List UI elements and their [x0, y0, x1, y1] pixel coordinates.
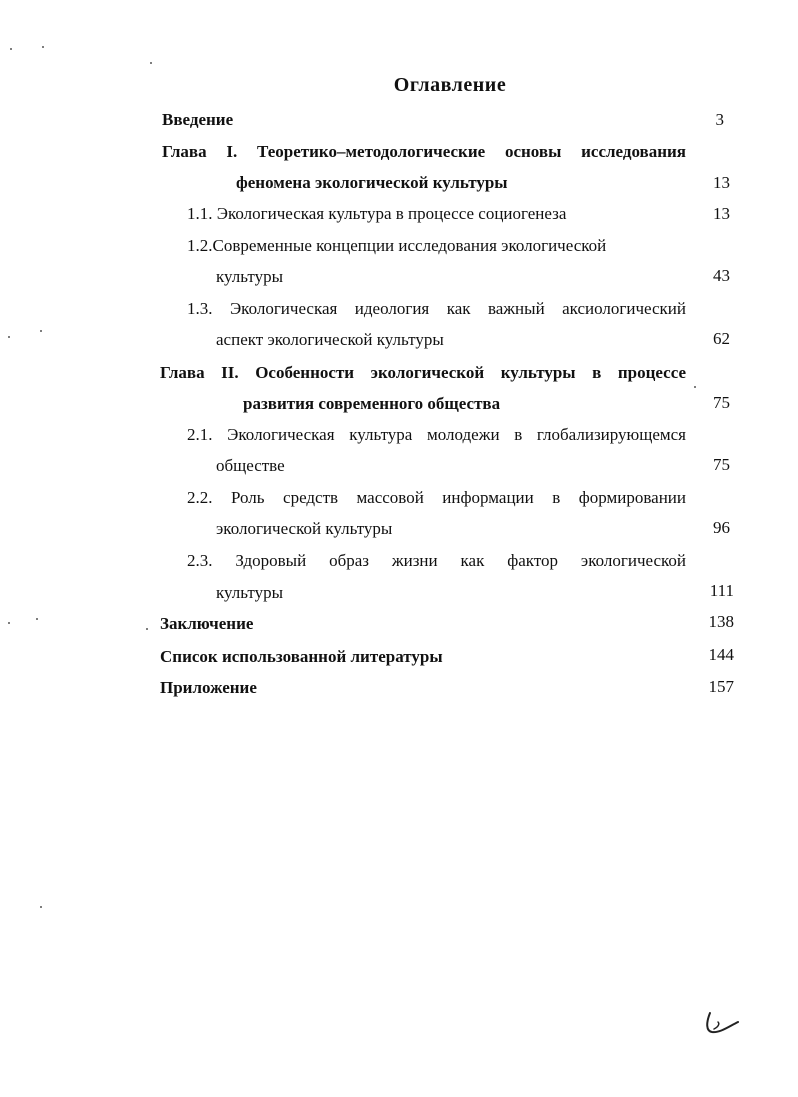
- toc-entry-2-3-line2: культуры: [216, 583, 283, 602]
- toc-page-1-2: 43: [713, 266, 730, 285]
- toc-entry-1-2-line2: культуры: [216, 267, 283, 286]
- toc-entry-1-2-line1: 1.2.Современные концепции исследования экологической: [187, 236, 607, 255]
- toc-page-bibliography: 144: [708, 645, 734, 664]
- toc-entry-2-1-line2: обществе: [216, 456, 285, 475]
- toc-page-chapter-2: 75: [713, 393, 730, 412]
- scan-speck: [150, 62, 152, 64]
- toc-title: Оглавление: [393, 74, 507, 96]
- toc-entry-2-1-line1: 2.1. Экологическая культура молодежи в глобализирующемся: [187, 425, 686, 444]
- toc-page-intro: 3: [715, 110, 724, 129]
- toc-page-2-3: 111: [709, 581, 734, 600]
- toc-entry-intro: Введение: [162, 110, 234, 129]
- toc-page-appendix: 157: [708, 677, 734, 696]
- toc-page-1-3: 62: [713, 329, 730, 348]
- toc-entry-2-3-line1: 2.3. Здоровый образ жизни как фактор экологической: [187, 551, 686, 570]
- toc-entry-1-3-line2: аспект экологической культуры: [216, 330, 444, 349]
- toc-entry-1-1: 1.1. Экологическая культура в процессе социогенеза: [187, 204, 567, 223]
- toc-entry-appendix: Приложение: [160, 678, 257, 697]
- toc-entry-2-2-line2: экологической культуры: [216, 519, 393, 538]
- scan-speck: [42, 46, 44, 48]
- toc-entry-bibliography: Список использованной литературы: [160, 647, 443, 666]
- toc-entry-2-2-line1: 2.2. Роль средств массовой информации в формировании: [187, 488, 686, 507]
- toc-page-conclusion: 138: [708, 612, 734, 631]
- toc-page-2-2: 96: [713, 518, 730, 537]
- toc-entry-chapter-1-line1: Глава I. Теоретико–методологические основы исследования: [162, 142, 686, 161]
- scan-speck: [40, 906, 42, 908]
- handwritten-mark-icon: [700, 1005, 750, 1045]
- toc-entry-conclusion: Заключение: [160, 614, 254, 633]
- scan-speck: [694, 386, 696, 388]
- scan-speck: [36, 618, 38, 620]
- scan-speck: [10, 48, 12, 50]
- toc-page-chapter-1: 13: [713, 173, 730, 192]
- toc-page-2-1: 75: [713, 455, 730, 474]
- toc-entry-chapter-2-line2: развития современного общества: [243, 394, 501, 413]
- scan-speck: [40, 330, 42, 332]
- scan-speck: [146, 628, 148, 630]
- toc-entry-chapter-2-line1: Глава II. Особенности экологической культуры в процессе: [160, 363, 686, 382]
- scan-speck: [8, 336, 10, 338]
- scan-speck: [8, 622, 10, 624]
- toc-page-1-1: 13: [713, 204, 730, 223]
- toc-entry-1-3-line1: 1.3. Экологическая идеология как важный аксиологический: [187, 299, 686, 318]
- toc-entry-chapter-1-line2: феномена экологической культуры: [236, 173, 508, 192]
